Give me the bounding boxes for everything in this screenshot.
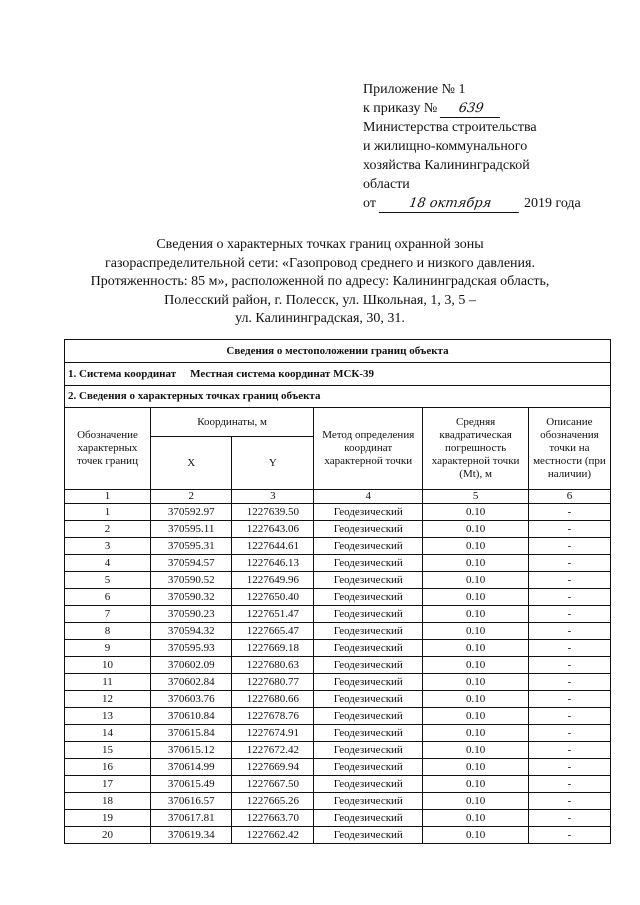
cell-x-coordinate: 370590.23 [150, 606, 231, 623]
cell-method: Геодезический [314, 504, 423, 521]
ministry-line-2: и жилищно-коммунального [363, 139, 528, 154]
table-row [65, 589, 611, 606]
cell-y-coordinate: 1227639.50 [232, 504, 314, 521]
table-row [65, 691, 611, 708]
table-row [65, 674, 611, 691]
ministry-line-1: Министерства строительства [363, 120, 537, 135]
cell-error: 0.10 [423, 776, 529, 793]
cell-method: Геодезический [314, 759, 423, 776]
table-row [65, 776, 611, 793]
table-row [65, 827, 611, 844]
cell-description: - [528, 623, 610, 640]
cell-y-coordinate: 1227663.70 [232, 810, 314, 827]
cell-point-number: 18 [65, 793, 151, 810]
cell-y-coordinate: 1227665.26 [232, 793, 314, 810]
cell-error: 0.10 [423, 657, 529, 674]
cell-x-coordinate: 370619.34 [150, 827, 231, 844]
table-row [65, 708, 611, 725]
table-row [65, 572, 611, 589]
col-header-coordinates: Координаты, м [150, 408, 313, 437]
col-number: 5 [423, 490, 529, 504]
col-header-x: X [150, 437, 231, 490]
date-suffix: 2019 года [523, 196, 581, 211]
cell-error: 0.10 [423, 708, 529, 725]
cell-point-number: 8 [65, 623, 151, 640]
cell-point-number: 9 [65, 640, 151, 657]
cell-method: Геодезический [314, 725, 423, 742]
table-row [65, 606, 611, 623]
cell-point-number: 10 [65, 657, 151, 674]
cell-x-coordinate: 370595.93 [150, 640, 231, 657]
cell-point-number: 12 [65, 691, 151, 708]
cell-error: 0.10 [423, 742, 529, 759]
cell-description: - [528, 657, 610, 674]
cell-point-number: 20 [65, 827, 151, 844]
cell-description: - [528, 640, 610, 657]
points-section-header: 2. Сведения о характерных точках границ объекта [65, 386, 611, 408]
cell-error: 0.10 [423, 521, 529, 538]
cell-y-coordinate: 1227644.61 [232, 538, 314, 555]
cell-x-coordinate: 370616.57 [150, 793, 231, 810]
title-line-5: ул. Калининградская, 30, 31. [235, 311, 405, 326]
cell-description: - [528, 606, 610, 623]
col-header-method: Метод определения координат характерной точки [314, 408, 423, 490]
cell-x-coordinate: 370602.84 [150, 674, 231, 691]
document-title [60, 236, 580, 329]
cell-x-coordinate: 370615.84 [150, 725, 231, 742]
cell-description: - [528, 759, 610, 776]
cell-y-coordinate: 1227680.66 [232, 691, 314, 708]
col-number: 1 [65, 490, 151, 504]
cell-error: 0.10 [423, 555, 529, 572]
cell-method: Геодезический [314, 606, 423, 623]
cell-description: - [528, 725, 610, 742]
cell-method: Геодезический [314, 555, 423, 572]
ministry-line-4: области [363, 177, 410, 192]
table-row [65, 640, 611, 657]
title-line-2: газораспределительной сети: «Газопровод среднего и низкого давления. [105, 255, 535, 271]
table-rows [65, 504, 611, 844]
cell-y-coordinate: 1227667.50 [232, 776, 314, 793]
cell-method: Геодезический [314, 776, 423, 793]
cell-description: - [528, 691, 610, 708]
cell-error: 0.10 [423, 504, 529, 521]
appendix-title: Приложение № 1 [363, 82, 466, 97]
cell-description: - [528, 742, 610, 759]
cell-point-number: 3 [65, 538, 151, 555]
cell-error: 0.10 [423, 640, 529, 657]
title-line-3: Протяженность: 85 м», расположенной по адресу: Калининградская область, [90, 274, 550, 289]
table-row [65, 759, 611, 776]
cell-point-number: 15 [65, 742, 151, 759]
table-row [65, 657, 611, 674]
cell-point-number: 2 [65, 521, 151, 538]
cell-description: - [528, 504, 610, 521]
cell-x-coordinate: 370595.11 [150, 521, 231, 538]
boundary-points-table [64, 339, 611, 844]
cell-description: - [528, 555, 610, 572]
cell-point-number: 7 [65, 606, 151, 623]
col-number: 3 [232, 490, 314, 504]
cell-method: Геодезический [314, 691, 423, 708]
cell-error: 0.10 [423, 623, 529, 640]
cell-method: Геодезический [314, 827, 423, 844]
appendix-block [363, 80, 623, 213]
cell-y-coordinate: 1227662.42 [232, 827, 314, 844]
cell-error: 0.10 [423, 606, 529, 623]
col-header-description: Описание обозначения точки на местности (при наличии) [528, 408, 610, 490]
title-line-1: Сведения о характерных точках границ охранной зоны [156, 237, 484, 252]
cell-point-number: 14 [65, 725, 151, 742]
cell-y-coordinate: 1227643.06 [232, 521, 314, 538]
cell-x-coordinate: 370594.32 [150, 623, 231, 640]
ministry-line-3: хозяйства Калининградской [363, 158, 530, 173]
cell-method: Геодезический [314, 674, 423, 691]
cell-x-coordinate: 370610.84 [150, 708, 231, 725]
table-row [65, 742, 611, 759]
cell-description: - [528, 708, 610, 725]
cell-error: 0.10 [423, 572, 529, 589]
cell-method: Геодезический [314, 521, 423, 538]
table-row [65, 810, 611, 827]
coordinate-system-label: 1. Система координат [68, 367, 177, 380]
cell-x-coordinate: 370617.81 [150, 810, 231, 827]
cell-point-number: 6 [65, 589, 151, 606]
cell-method: Геодезический [314, 623, 423, 640]
column-number-row [65, 490, 611, 504]
cell-error: 0.10 [423, 691, 529, 708]
col-header-y: Y [232, 437, 314, 490]
cell-description: - [528, 521, 610, 538]
col-header-error: Средняя квадратическая погрешность характерной точки (Mt), м [423, 408, 529, 490]
cell-point-number: 13 [65, 708, 151, 725]
cell-y-coordinate: 1227674.91 [232, 725, 314, 742]
order-prefix: к приказу № [363, 101, 438, 116]
table-row [65, 725, 611, 742]
col-number: 2 [150, 490, 231, 504]
cell-error: 0.10 [423, 810, 529, 827]
cell-x-coordinate: 370615.12 [150, 742, 231, 759]
order-date [363, 194, 623, 213]
cell-method: Геодезический [314, 708, 423, 725]
cell-method: Геодезический [314, 793, 423, 810]
cell-y-coordinate: 1227651.47 [232, 606, 314, 623]
table-row [65, 555, 611, 572]
cell-x-coordinate: 370602.09 [150, 657, 231, 674]
cell-y-coordinate: 1227669.94 [232, 759, 314, 776]
cell-point-number: 11 [65, 674, 151, 691]
cell-method: Геодезический [314, 589, 423, 606]
cell-description: - [528, 810, 610, 827]
cell-x-coordinate: 370595.31 [150, 538, 231, 555]
cell-error: 0.10 [423, 759, 529, 776]
cell-y-coordinate: 1227650.40 [232, 589, 314, 606]
cell-x-coordinate: 370592.97 [150, 504, 231, 521]
table-row [65, 521, 611, 538]
table-row [65, 504, 611, 521]
cell-description: - [528, 589, 610, 606]
cell-point-number: 19 [65, 810, 151, 827]
table-row [65, 793, 611, 810]
cell-description: - [528, 538, 610, 555]
col-header-designation: Обозначение характерных точек границ [65, 408, 151, 490]
coordinate-system-row [65, 363, 611, 386]
cell-method: Геодезический [314, 572, 423, 589]
order-number-handwritten: 639 [439, 101, 501, 118]
cell-y-coordinate: 1227678.76 [232, 708, 314, 725]
cell-point-number: 4 [65, 555, 151, 572]
cell-error: 0.10 [423, 538, 529, 555]
table-row [65, 623, 611, 640]
cell-description: - [528, 776, 610, 793]
title-line-4: Полесский район, г. Полесск, ул. Школьная, 1, 3, 5 – [164, 292, 476, 308]
cell-point-number: 17 [65, 776, 151, 793]
cell-y-coordinate: 1227669.18 [232, 640, 314, 657]
cell-error: 0.10 [423, 589, 529, 606]
table-main-header: Сведения о местоположении границ объекта [65, 340, 611, 363]
order-reference [363, 99, 623, 118]
cell-method: Геодезический [314, 810, 423, 827]
cell-x-coordinate: 370594.57 [150, 555, 231, 572]
cell-description: - [528, 793, 610, 810]
cell-point-number: 1 [65, 504, 151, 521]
cell-x-coordinate: 370590.32 [150, 589, 231, 606]
coordinate-system-value: Местная система координат МСК-39 [190, 367, 375, 380]
col-number: 6 [528, 490, 610, 504]
cell-point-number: 5 [65, 572, 151, 589]
cell-y-coordinate: 1227665.47 [232, 623, 314, 640]
cell-method: Геодезический [314, 742, 423, 759]
cell-y-coordinate: 1227646.13 [232, 555, 314, 572]
cell-method: Геодезический [314, 657, 423, 674]
cell-y-coordinate: 1227680.77 [232, 674, 314, 691]
table-row [65, 538, 611, 555]
cell-error: 0.10 [423, 793, 529, 810]
cell-y-coordinate: 1227680.63 [232, 657, 314, 674]
cell-method: Геодезический [314, 538, 423, 555]
cell-error: 0.10 [423, 725, 529, 742]
cell-error: 0.10 [423, 827, 529, 844]
cell-x-coordinate: 370603.76 [150, 691, 231, 708]
cell-x-coordinate: 370615.49 [150, 776, 231, 793]
cell-point-number: 16 [65, 759, 151, 776]
cell-error: 0.10 [423, 674, 529, 691]
col-number: 4 [314, 490, 423, 504]
cell-description: - [528, 674, 610, 691]
cell-method: Геодезический [314, 640, 423, 657]
cell-x-coordinate: 370614.99 [150, 759, 231, 776]
cell-description: - [528, 572, 610, 589]
date-handwritten: 18 октября [379, 196, 521, 213]
cell-x-coordinate: 370590.52 [150, 572, 231, 589]
cell-description: - [528, 827, 610, 844]
date-prefix: от [363, 196, 376, 211]
cell-y-coordinate: 1227672.42 [232, 742, 314, 759]
cell-y-coordinate: 1227649.96 [232, 572, 314, 589]
